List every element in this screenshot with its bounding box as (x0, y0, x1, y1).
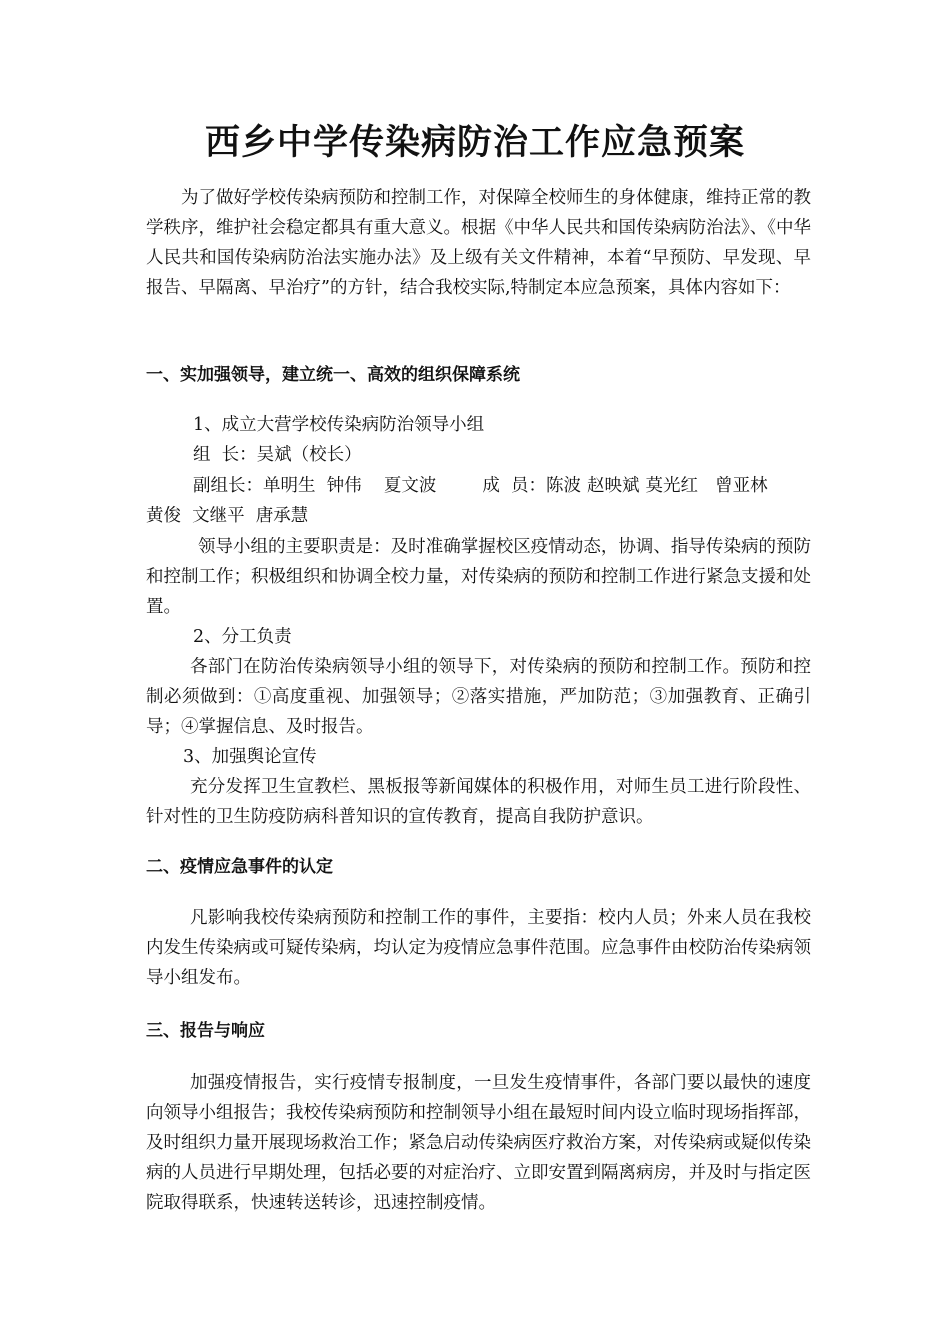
deputies: 单明生 钟伟 夏文波 (263, 476, 437, 496)
intro-paragraph: 为了做好学校传染病预防和控制工作，对保障全校师生的身体健康，维持正常的教学秩序，维护社会稳定都具有重大意义。根据《中华人民共和国传染病防治法》、《中华人民共和国传染病防治法实施办法》及上级有关文件精神，本着“早预防、早发现、早报告、早隔离、早治疗”的方针，结合我校实际,特制定本应急预案，具体内容如下： (146, 188, 811, 298)
section1-heading: 一、实加强领导，建立统一、高效的组织保障系统 (146, 365, 520, 385)
document-title: 西乡中学传染病防治工作应急预案 (204, 123, 745, 163)
item3-paragraph: 充分发挥卫生宣教栏、黑板报等新闻媒体的积极作用，对师生员工进行阶段性、针对性的卫生防疫防病科普知识的宣传教育，提高自我防护意识。 (146, 777, 811, 827)
item1-title: 1、成立大营学校传染病防治领导小组 (193, 415, 485, 435)
duties-paragraph: 领导小组的主要职责是：及时准确掌握校区疫情动态，协调、指导传染病的预防和控制工作；积极组织和协调全校力量，对传染病的预防和控制工作进行紧急支援和处置。 (146, 537, 811, 617)
section2-paragraph: 凡影响我校传染病预防和控制工作的事件，主要指：校内人员；外来人员在我校内发生传染病或可疑传染病，均认定为疫情应急事件范围。应急事件由校防治传染病领导小组发布。 (146, 908, 811, 988)
deputy-members-line (193, 471, 768, 501)
section2-heading: 二、疫情应急事件的认定 (146, 857, 333, 877)
member-name: 曾亚林 (704, 476, 768, 496)
members-label: 成 员： (482, 476, 547, 496)
item2-paragraph: 各部门在防治传染病领导小组的领导下，对传染病的预防和控制工作。预防和控制必须做到：①高度重视、加强领导；②落实措施，严加防范；③加强教育、正确引导；④掌握信息、及时报告。 (146, 657, 811, 737)
section3-heading: 三、报告与响应 (146, 1021, 265, 1041)
members-line2: 黄俊 文继平 唐承慧 (146, 506, 309, 526)
item3-title: 3、加强舆论宣传 (183, 747, 317, 767)
leader-line: 组 长：吴斌（校长） (193, 445, 362, 465)
member-name: 陈波 (546, 476, 582, 496)
member-name: 莫光红 (645, 476, 699, 496)
section3-paragraph: 加强疫情报告，实行疫情专报制度，一旦发生疫情事件，各部门要以最快的速度向领导小组报告；我校传染病预防和控制领导小组在最短时间内设立临时现场指挥部，及时组织力量开展现场救治工作；紧急启动传染病医疗救治方案，对传染病或疑似传染病的人员进行早期处理，包括必要的对症治疗、立即安置到隔离病房，并及时与指定医院取得联系，快速转送转诊，迅速控制疫情。 (146, 1073, 811, 1213)
deputy-label: 副组长： (193, 476, 263, 496)
member-name: 赵映斌 (587, 476, 640, 496)
item2-title: 2、分工负责 (193, 627, 292, 647)
